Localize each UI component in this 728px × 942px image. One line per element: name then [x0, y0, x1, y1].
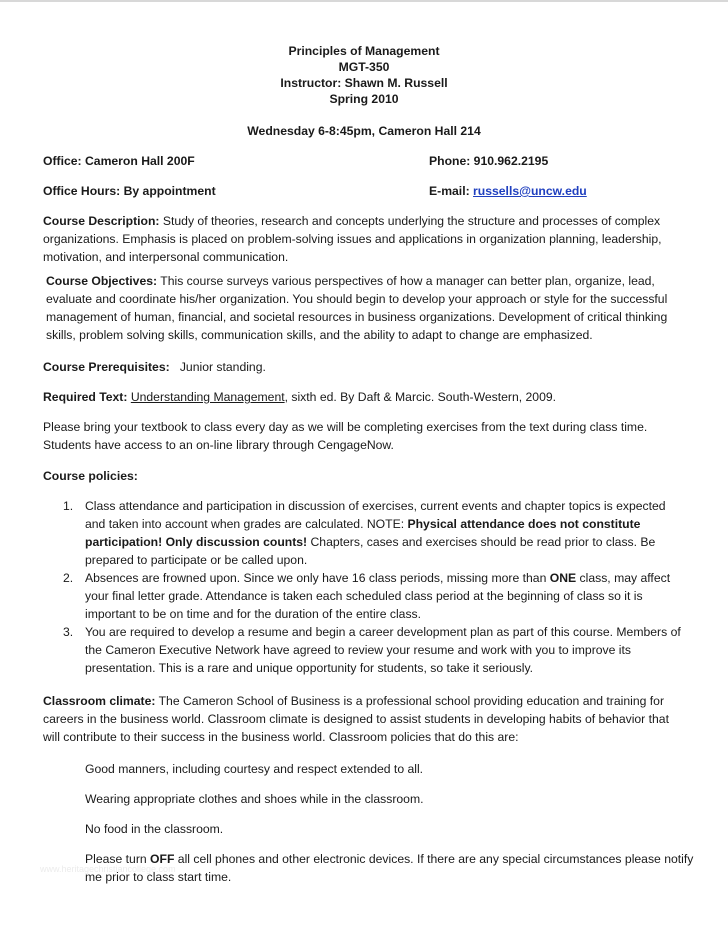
watermark: www.heritagechristiancollege.com: [40, 864, 176, 874]
policy-text-cont: class, may affect your final letter grade. Attendance is taken each scheduled class period at the beginning of class so it is important to be on time and for the duration of the entire class.: [85, 571, 671, 621]
climate-label: Classroom climate:: [43, 694, 156, 708]
objectives-text: This course surveys various perspectives of how a manager can better plan, organize, lead, evaluate and coordinate his/her organization. You should begin to develop your approach or style for the successful management of human, financial, and societal resources in business organizations. Development of critical thinking skills, problem solving skills, communication skills, and the ability to adapt to change are emphasized.: [46, 274, 668, 342]
classroom-climate: [43, 692, 688, 746]
policy-number: 2.: [63, 571, 74, 585]
climate-text: The Cameron School of Business is a professional school providing education and training for careers in the business world. Classroom climate is designed to assist students in developing habits of behavior that will contribute to their success in the business world. Classroom policies that do this are:: [43, 694, 669, 744]
policy-emphasis: Physical attendance does not constitute participation! Only discussion counts!: [85, 517, 641, 549]
policies-heading: Course policies:: [43, 469, 138, 483]
policy-item-2: [43, 569, 688, 623]
rule-clothes: Wearing appropriate clothes and shoes while in the classroom.: [85, 792, 424, 806]
course-code: MGT-350: [338, 60, 390, 74]
email-link[interactable]: russells@uncw.edu: [473, 184, 587, 198]
office-hours: Office Hours: By appointment: [43, 184, 216, 198]
course-title: Principles of Management: [288, 44, 440, 58]
required-text-label: Required Text:: [43, 390, 128, 404]
office-location: Office: Cameron Hall 200F: [43, 154, 195, 168]
email-line: [429, 182, 587, 200]
email-label: E-mail:: [429, 184, 474, 198]
rule-phones-text-cont: all cell phones and other electronic devices. If there are any special circumstances please notify me prior to class start time.: [85, 852, 694, 884]
policies-list: [43, 497, 688, 677]
book-details: , sixth ed. By Daft & Marcic. South-Western, 2009.: [284, 390, 557, 404]
policy-text: Absences are frowned upon. Since we only have 16 class periods, missing more than: [85, 571, 550, 585]
rule-phones-emphasis: OFF: [150, 852, 175, 866]
rule-phones: [85, 850, 695, 886]
policy-text: Class attendance and participation in discussion of exercises, current events and chapter topics is expected and taken into account when grades are calculated. NOTE:: [85, 499, 666, 531]
phone-number: Phone: 910.962.2195: [429, 154, 549, 168]
policy-number: 1.: [63, 499, 74, 513]
policy-emphasis: ONE: [549, 571, 577, 585]
prerequisites-text: Junior standing.: [169, 360, 266, 374]
instructor-line: Instructor: Shawn M. Russell: [280, 76, 448, 90]
book-title: Understanding Management: [130, 390, 285, 404]
class-schedule: Wednesday 6-8:45pm, Cameron Hall 214: [247, 124, 481, 138]
term-line: Spring 2010: [329, 92, 399, 106]
rule-manners: Good manners, including courtesy and respect extended to all.: [85, 762, 424, 776]
page-top-border: [0, 0, 728, 2]
policy-item-3: [43, 623, 688, 677]
policy-number: 3.: [63, 625, 74, 639]
syllabus-header: [0, 43, 728, 107]
course-prerequisites: [43, 358, 688, 376]
rule-phones-text: Please turn: [85, 852, 151, 866]
rule-no-food: No food in the classroom.: [85, 822, 224, 836]
policy-item-1: [43, 497, 688, 569]
textbook-note: Please bring your textbook to class every day as we will be completing exercises from the text during class time. Students have access to an on-line library through CengageNow.: [43, 420, 648, 452]
description-text: Study of theories, research and concepts underlying the structure and processes of complex organizations. Emphasis is placed on problem-solving issues and applications in organization planning, leadership, motivation, and interpersonal communication.: [43, 214, 662, 264]
prerequisites-label: Course Prerequisites:: [43, 360, 170, 374]
course-objectives: [46, 272, 691, 344]
description-label: Course Description:: [43, 214, 160, 228]
objectives-label: Course Objectives:: [46, 274, 158, 288]
policy-text-cont: Chapters, cases and exercises should be read prior to class. Be prepared to participate or be called upon.: [85, 535, 656, 567]
required-text: [43, 388, 688, 406]
policy-text: You are required to develop a resume and begin a career development plan as part of this course. Members of the Cameron Executive Network have agreed to review your resume and work with you to improve its presentation. This is a rare and unique opportunity for students, so take it seriously.: [85, 625, 681, 675]
course-description: [43, 212, 688, 266]
